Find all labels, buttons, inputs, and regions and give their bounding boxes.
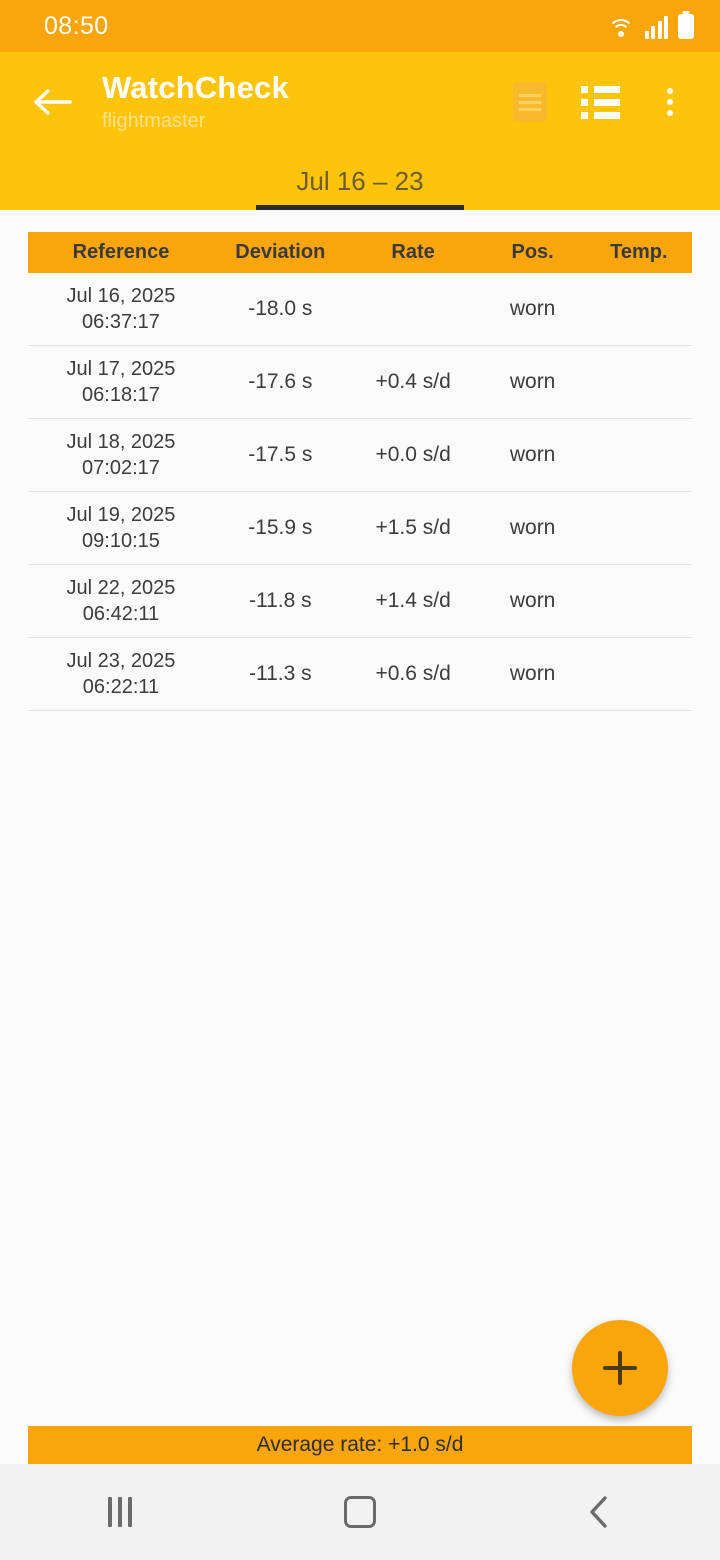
cell-rate: +0.6 s/d	[347, 638, 480, 711]
signal-icon	[645, 15, 669, 39]
column-pos: Pos.	[480, 232, 586, 273]
average-rate-bar: Average rate: +1.0 s/d	[28, 1426, 692, 1464]
cell-reference-time: 09:10:15	[82, 530, 160, 552]
cell-rate: +0.0 s/d	[347, 419, 480, 492]
app-bar-titles	[102, 70, 502, 134]
app-bar	[0, 52, 720, 152]
notes-icon[interactable]	[502, 74, 558, 130]
cell-deviation: -11.8 s	[214, 565, 347, 638]
cell-rate: +1.4 s/d	[347, 565, 480, 638]
overflow-menu-icon[interactable]	[642, 74, 698, 130]
cell-reference-date: Jul 17, 2025	[66, 358, 176, 380]
table-row[interactable]	[28, 419, 692, 492]
cell-rate: +0.4 s/d	[347, 346, 480, 419]
wifi-icon	[607, 17, 635, 39]
battery-icon	[678, 14, 694, 39]
cell-rate: +1.5 s/d	[347, 492, 480, 565]
cell-reference-time: 07:02:17	[82, 457, 160, 479]
cell-deviation: -17.6 s	[214, 346, 347, 419]
cell-reference-date: Jul 23, 2025	[66, 650, 176, 672]
cell-pos: worn	[480, 565, 586, 638]
cell-pos: worn	[480, 273, 586, 346]
cell-rate	[347, 273, 480, 346]
app-bar-actions	[502, 74, 698, 130]
cell-temp	[586, 419, 692, 492]
cell-temp	[586, 565, 692, 638]
back-icon[interactable]	[540, 1464, 660, 1560]
cell-pos: worn	[480, 419, 586, 492]
main-content	[0, 210, 720, 1464]
column-deviation: Deviation	[214, 232, 347, 273]
cell-temp	[586, 638, 692, 711]
cell-temp	[586, 273, 692, 346]
page-subtitle: flightmaster	[102, 110, 206, 132]
column-reference: Reference	[28, 232, 214, 273]
cell-reference-time: 06:37:17	[82, 311, 160, 333]
back-arrow-icon[interactable]	[26, 74, 82, 130]
cell-deviation: -15.9 s	[214, 492, 347, 565]
table-row[interactable]	[28, 638, 692, 711]
table-row[interactable]	[28, 346, 692, 419]
cell-reference-date: Jul 19, 2025	[66, 504, 176, 526]
cell-pos: worn	[480, 492, 586, 565]
cell-reference-date: Jul 18, 2025	[66, 431, 176, 453]
measurements-table-wrap	[0, 210, 720, 711]
tab-date-range[interactable]: Jul 16 – 23	[256, 152, 463, 210]
status-clock: 08:50	[44, 11, 109, 40]
column-temp: Temp.	[586, 232, 692, 273]
cell-reference	[28, 419, 214, 492]
home-icon[interactable]	[300, 1464, 420, 1560]
recents-icon[interactable]	[60, 1464, 180, 1560]
cell-deviation: -17.5 s	[214, 419, 347, 492]
system-nav-bar	[0, 1464, 720, 1560]
cell-reference	[28, 565, 214, 638]
table-row[interactable]	[28, 273, 692, 346]
cell-pos: worn	[480, 638, 586, 711]
cell-reference-date: Jul 22, 2025	[66, 577, 176, 599]
cell-temp	[586, 346, 692, 419]
cell-reference-time: 06:18:17	[82, 384, 160, 406]
add-measurement-button[interactable]	[572, 1320, 668, 1416]
table-row[interactable]	[28, 492, 692, 565]
cell-deviation: -11.3 s	[214, 638, 347, 711]
cell-temp	[586, 492, 692, 565]
table-header	[28, 232, 692, 273]
cell-deviation: -18.0 s	[214, 273, 347, 346]
page-title: WatchCheck	[102, 70, 289, 105]
cell-reference-date: Jul 16, 2025	[66, 285, 176, 307]
tab-strip	[0, 152, 720, 210]
table-row[interactable]	[28, 565, 692, 638]
cell-reference-time: 06:42:11	[82, 603, 160, 625]
table-body	[28, 273, 692, 711]
column-rate: Rate	[347, 232, 480, 273]
cell-reference-time: 06:22:11	[82, 676, 160, 698]
list-view-icon[interactable]	[572, 74, 628, 130]
status-icons	[607, 14, 695, 39]
cell-pos: worn	[480, 346, 586, 419]
cell-reference	[28, 273, 214, 346]
table-header-row	[28, 232, 692, 273]
cell-reference	[28, 492, 214, 565]
cell-reference	[28, 346, 214, 419]
measurements-table	[28, 232, 692, 711]
cell-reference	[28, 638, 214, 711]
status-bar	[0, 0, 720, 52]
